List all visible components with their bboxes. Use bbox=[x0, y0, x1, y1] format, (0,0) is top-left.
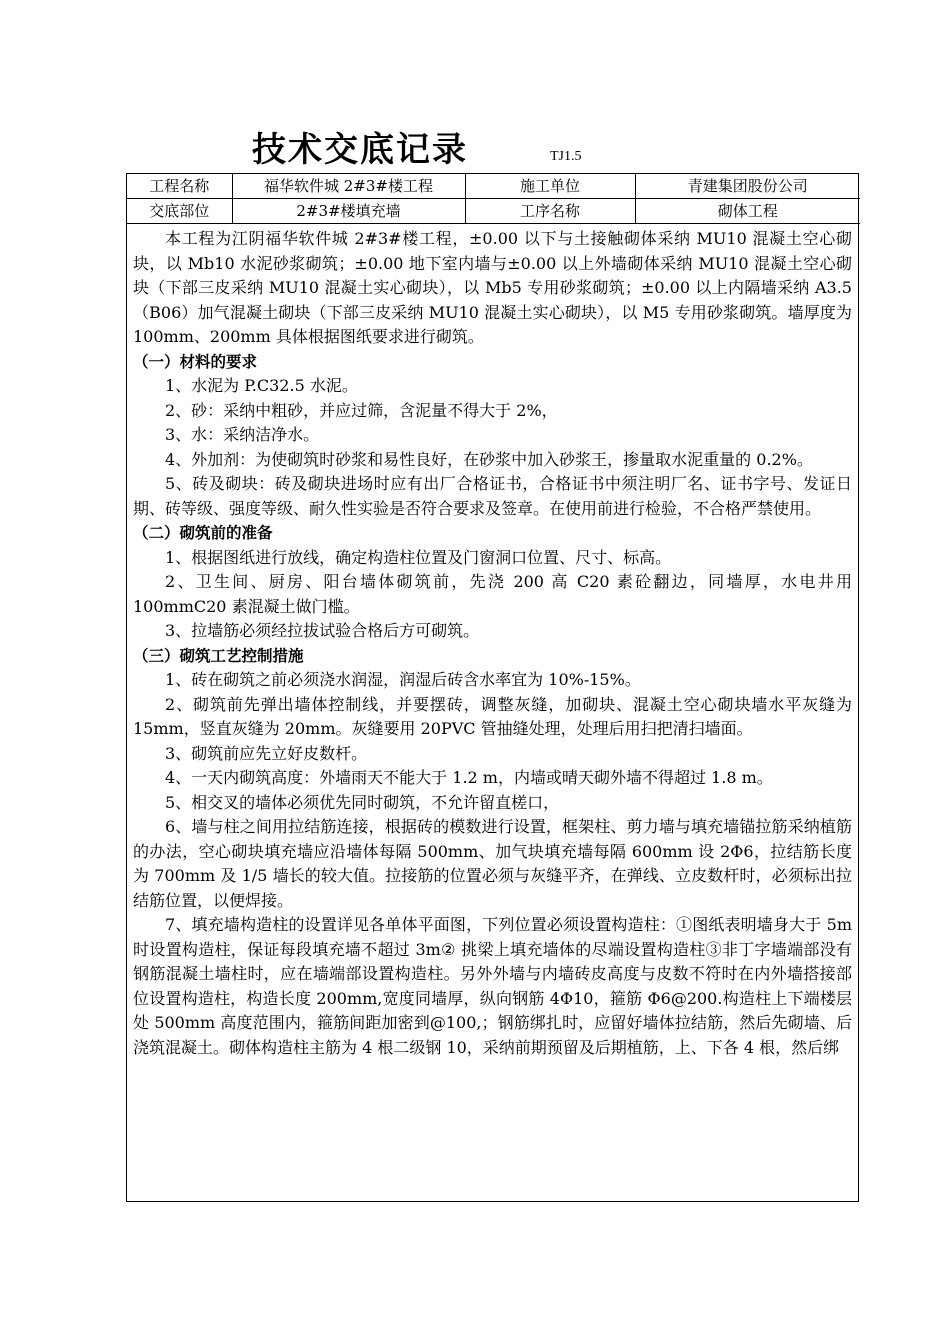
list-item: 2、砂：采纳中粗砂，并应过筛，含泥量不得大于 2%， bbox=[165, 400, 558, 420]
intro-paragraph: 本工程为江阴福华软件城 2#3#楼工程，±0.00 以下与土接触砌体采纳 MU10 混凝土空心砌块，以 Mb10 水泥砂浆砌筑；±0.00 地下室内墙与±0.00 以上外墙砌体采纳 MU10 混凝土空心砌块（下部三皮采纳 MU10 混凝土实心砌块），以 Mb5 专用砂浆砌筑；±0.00 以上内隔墙采纳 A3.5（B06）加气混凝土砌块（下部三皮采纳 MU10 混凝土实心砌块），以 M5 专用砂浆砌筑。墙厚度为 100mm、200mm 具体根据图纸要求进行砌筑。 bbox=[133, 229, 852, 346]
form-code: TJ1.5 bbox=[550, 149, 582, 164]
header-row-part bbox=[127, 199, 860, 224]
process-label: 工序名称 bbox=[465, 199, 635, 224]
list-item: 3、水：采纳洁净水。 bbox=[165, 425, 320, 444]
list-item: 1、砖在砌筑之前必须浇水润湿，润湿后砖含水率宜为 10%-15%。 bbox=[165, 670, 641, 689]
section-heading: （一）材料的要求 bbox=[133, 352, 258, 371]
list-item: 6、墙与柱之间用拉结筋连接，根据砖的模数进行设置，框架柱、剪力墙与填充墙锚拉筋采纳植筋的办法，空心砌块填充墙应沿墙体每隔 500mm、加气块填充墙每隔 600mm 设 2Φ6，拉结筋长度为 700mm 及 1/5 墙长的较大值。拉接筋的位置必须与灰缝平齐，在弹线、立皮数杆时，必须标出拉结筋位置，以便焊接。 bbox=[133, 817, 852, 910]
document-title: 技术交底记录 bbox=[252, 130, 468, 170]
list-item: 1、根据图纸进行放线，确定构造柱位置及门窗洞口位置、尺寸、标高。 bbox=[165, 547, 672, 567]
part-value: 2#3#楼填充墙 bbox=[232, 199, 465, 224]
record-table bbox=[126, 173, 859, 1202]
part-label: 交底部位 bbox=[127, 199, 232, 224]
contractor-label: 施工单位 bbox=[465, 174, 635, 199]
contractor-value: 青建集团股份公司 bbox=[635, 174, 860, 199]
list-item: 2、砌筑前先弹出墙体控制线，并要摆砖，调整灰缝，加砌块、混凝土空心砌块墙水平灰缝为 15mm，竖直灰缝为 20mm。灰缝要用 20PVC 管抽缝处理，处理后用扫把清扫墙面。 bbox=[133, 694, 852, 738]
list-item: 4、外加剂：为使砌筑时砂浆和易性良好，在砂浆中加入砂浆王，掺量取水泥重量的 0.2%。 bbox=[165, 449, 813, 469]
content-body bbox=[127, 224, 858, 1060]
list-item: 7、填充墙构造柱的设置详见各单体平面图，下列位置必须设置构造柱：①图纸表明墙身大于 5m 时设置构造柱，保证每段填充墙不超过 3m② 挑梁上填充墙体的尽端设置构造柱③非丁字墙端部没有钢筋混凝土墙柱时，应在墙端部设置构造柱。另外外墙与内墙砖皮高度与皮数不符时在内外墙搭接部位设置构造柱，构造长度 200mm,宽度同墙厚，纵向钢筋 4Φ10，箍筋 Φ6@200.构造柱上下端楼层处 500mm 高度范围内，箍筋间距加密到@100,；钢筋绑扎时，应留好墙体拉结筋，然后先砌墙、后浇筑混凝土。砌体构造柱主筋为 4 根二级钢 10，采纳前期预留及后期植筋，上、下各 4 根，然后绑 bbox=[133, 915, 852, 1057]
project-name-value: 福华软件城 2#3#楼工程 bbox=[232, 174, 465, 199]
list-item: 5、砖及砌块：砖及砌块进场时应有出厂合格证书，合格证书中须注明厂名、证书字号、发证日期、砖等级、强度等级、耐久性实验是否符合要求及签章。在使用前进行检验，不合格严禁使用。 bbox=[133, 474, 852, 518]
header-table bbox=[127, 174, 860, 224]
list-item: 3、拉墙筋必须经拉拔试验合格后方可砌筑。 bbox=[165, 621, 480, 640]
project-name-label: 工程名称 bbox=[127, 174, 232, 199]
list-item: 3、砌筑前应先立好皮数杆。 bbox=[165, 743, 368, 763]
process-value: 砌体工程 bbox=[635, 199, 860, 224]
list-item: 2、卫生间、厨房、阳台墙体砌筑前，先浇 200 高 C20 素砼翻边，同墙厚，水电井用 100mmC20 素混凝土做门槛。 bbox=[133, 572, 852, 616]
list-item: 5、相交叉的墙体必须优先同时砌筑，不允许留直槎口， bbox=[165, 792, 560, 812]
header-row-project bbox=[127, 174, 860, 199]
section-heading: （二）砌筑前的准备 bbox=[133, 524, 273, 542]
list-item: 1、水泥为 P.C32.5 水泥。 bbox=[165, 376, 358, 395]
section-heading: （三）砌筑工艺控制措施 bbox=[133, 646, 304, 665]
list-item: 4、一天内砌筑高度：外墙雨天不能大于 1.2 m，内墙或晴天砌外墙不得超过 1.8 m。 bbox=[165, 768, 773, 787]
